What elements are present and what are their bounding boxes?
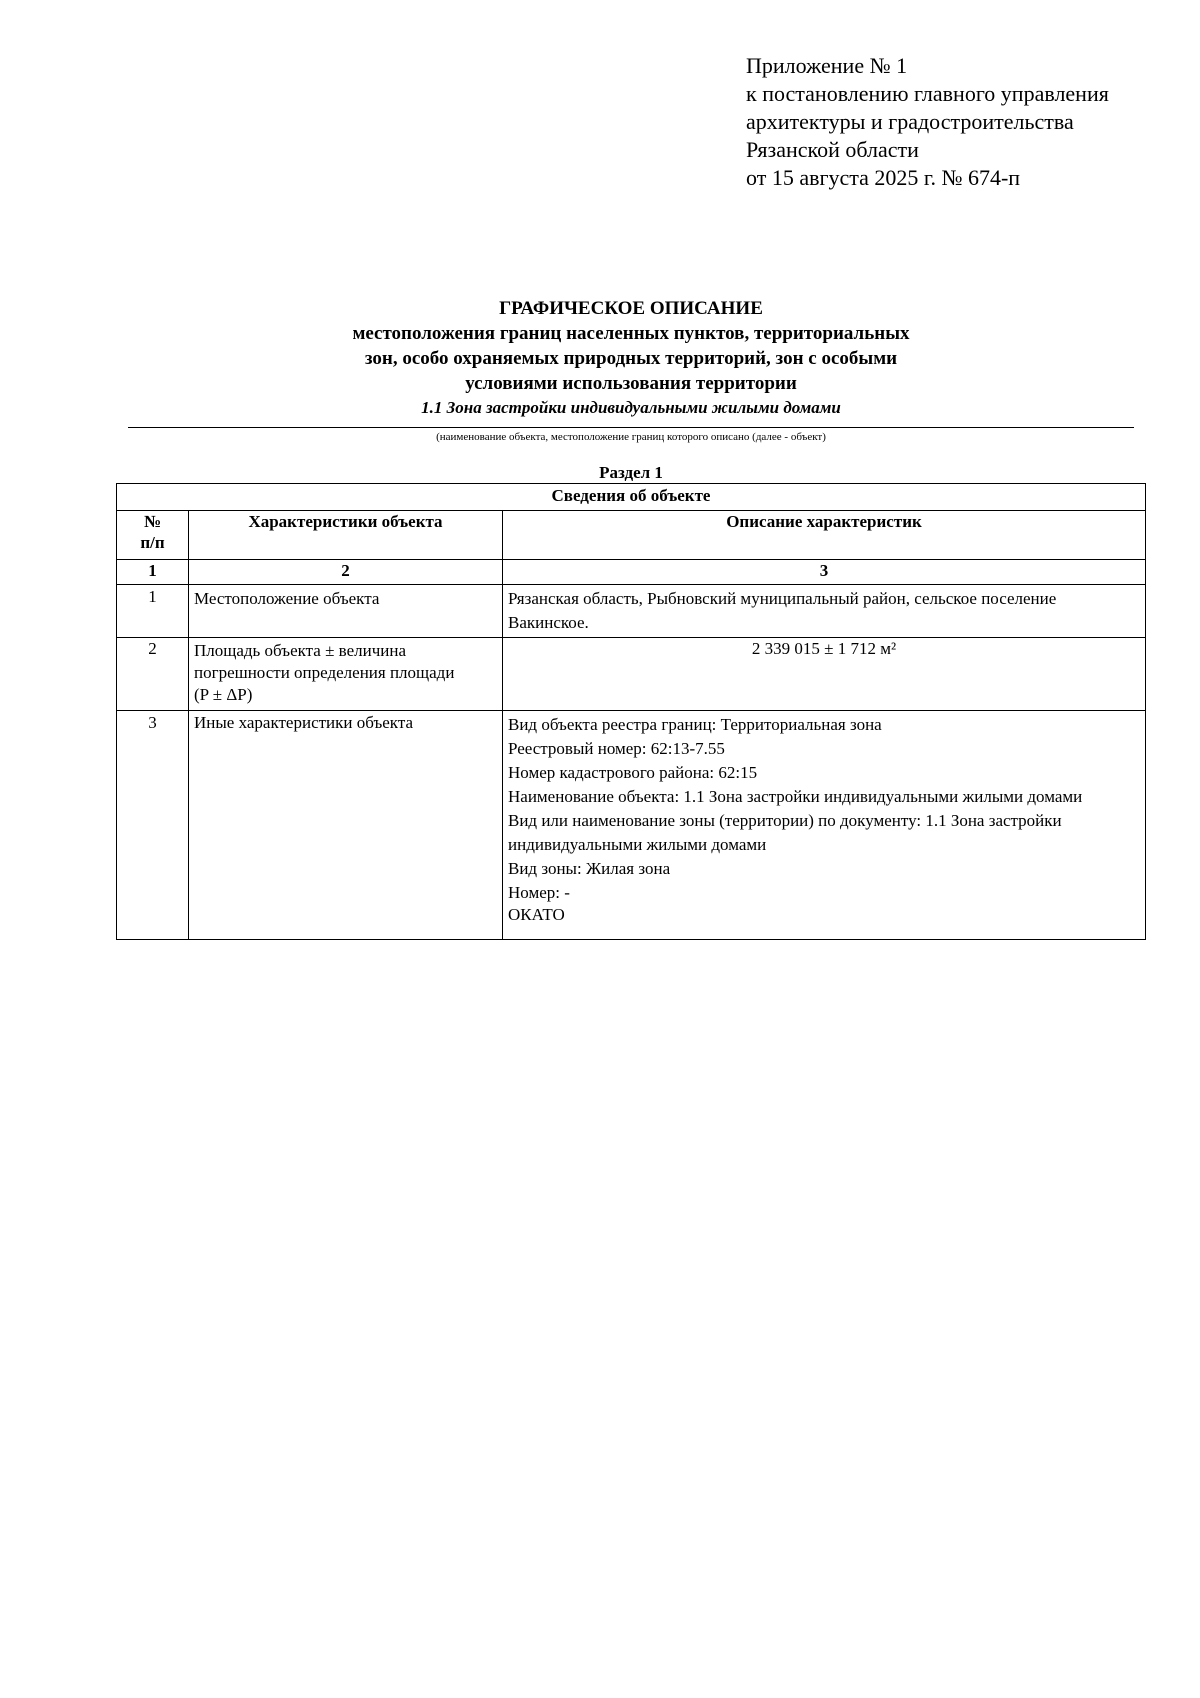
row-description: Рязанская область, Рыбновский муниципальный район, сельское поселение Вакинское. (503, 585, 1146, 638)
column-index: 3 (503, 560, 1146, 585)
row-number: 3 (117, 711, 189, 940)
description-line-cut (508, 905, 1140, 924)
row-characteristic-line: (P ± ΔP) (194, 685, 253, 704)
column-index: 1 (117, 560, 189, 585)
appendix-line: архитектуры и градостроительства (746, 109, 1074, 134)
document-title-block (128, 296, 1134, 419)
document-subtitle-line: условиями использования территории (465, 373, 797, 394)
object-name-caption: (наименование объекта, местоположение границ которого описано (далее - объект) (436, 431, 826, 443)
description-line: ОКАТО (508, 905, 565, 924)
description-line: Вид зоны: Жилая зона (508, 859, 671, 878)
header-description: Описание характеристик (503, 511, 1146, 560)
description-line: Номер кадастрового района: 62:15 (508, 763, 758, 782)
table-caption-row (117, 484, 1146, 511)
table-row (117, 585, 1146, 638)
row-characteristic (189, 638, 503, 711)
table-header-row (117, 511, 1146, 560)
column-index: 2 (189, 560, 503, 585)
header-number-line: п/п (140, 533, 165, 552)
document-subtitle-line: местоположения границ населенных пунктов, территориальных (352, 323, 910, 344)
row-description (503, 711, 1146, 940)
appendix-header (746, 52, 1109, 192)
header-number-line: № (143, 512, 162, 531)
row-characteristic-line: Площадь объекта ± величина (194, 641, 407, 660)
table-row (117, 711, 1146, 940)
description-line: Наименование объекта: 1.1 Зона застройки индивидуальными жилыми домами (508, 787, 1083, 806)
row-characteristic: Иные характеристики объекта (189, 711, 503, 940)
column-index-row (117, 560, 1146, 585)
appendix-line: Приложение № 1 (746, 53, 908, 78)
section-title: Раздел 1 (599, 463, 663, 482)
description-line: Вид или наименование зоны (территории) по документу: 1.1 Зона застройки индивидуальными жилыми домами (508, 811, 1062, 854)
appendix-line: от 15 августа 2025 г. № 674-п (746, 165, 1021, 190)
row-number: 1 (117, 585, 189, 638)
document-title: ГРАФИЧЕСКОЕ ОПИСАНИЕ (499, 298, 763, 319)
table-row (117, 638, 1146, 711)
row-characteristic-line: погрешности определения площади (194, 663, 455, 682)
description-line: Реестровый номер: 62:13-7.55 (508, 739, 725, 758)
description-line: Номер: - (508, 883, 570, 902)
header-number (117, 511, 189, 560)
row-characteristic: Местоположение объекта (189, 585, 503, 638)
header-characteristics: Характеристики объекта (189, 511, 503, 560)
object-name: 1.1 Зона застройки индивидуальными жилыми домами (421, 398, 841, 417)
appendix-line: к постановлению главного управления (746, 81, 1109, 106)
row-description: 2 339 015 ± 1 712 м² (503, 638, 1146, 711)
table-caption: Сведения об объекте (117, 484, 1146, 511)
appendix-line: Рязанской области (746, 137, 919, 162)
description-line: Вид объекта реестра границ: Территориальная зона (508, 715, 882, 734)
object-info-table (116, 483, 1146, 940)
row-number: 2 (117, 638, 189, 711)
document-subtitle-line: зон, особо охраняемых природных территорий, зон с особыми (364, 348, 898, 369)
object-name-underline (128, 427, 1134, 428)
